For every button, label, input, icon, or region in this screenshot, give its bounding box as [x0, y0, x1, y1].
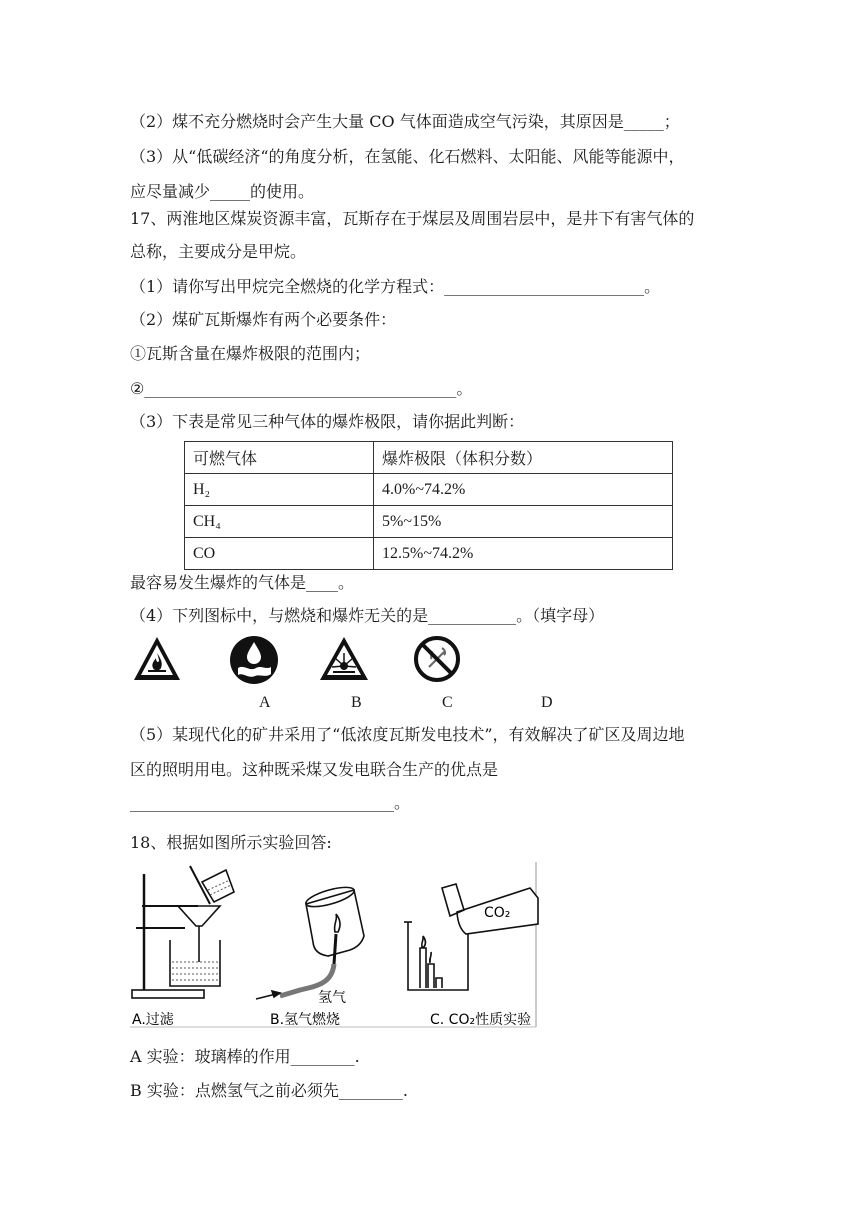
table-cell: 12.5%~74.2%: [374, 538, 673, 570]
table-cell: H₂: [185, 474, 374, 506]
table-row: [185, 506, 673, 538]
no-smoking-icon: [412, 634, 462, 684]
flammable-warning-icon: [132, 634, 182, 684]
co2-experiment-apparatus: [404, 884, 538, 990]
icon-letter: B: [351, 694, 362, 711]
experiment-figure: [130, 862, 540, 1030]
explosion-limit-table: [184, 441, 673, 570]
q17-part2-cond1: ①瓦斯含量在爆炸极限的范围内；: [130, 344, 371, 363]
q17-part1: （1）请你写出甲烷完全燃烧的化学方程式：_________________________。: [130, 277, 661, 296]
q17-part5-line2: 区的照明用电。这种既采煤又发电联合生产的优点是: [130, 760, 499, 779]
table-row: [185, 474, 673, 506]
q17-intro-line2: 总称，主要成分是甲烷。: [130, 242, 307, 261]
q17-part4: （4）下列图标中，与燃烧和爆炸无关的是___________。（填字母）: [130, 606, 605, 625]
caption-co2-experiment: C. CO₂性质实验: [430, 1012, 532, 1028]
table-header-cell: 可燃气体: [185, 442, 374, 474]
q16-part3-line1: （3）从“低碳经济“的角度分析，在氢能、化石燃料、太阳能、风能等能源中，: [130, 147, 685, 166]
hydrogen-burning-apparatus: [256, 883, 364, 999]
q16-part2: （2）煤不充分燃烧时会产生大量 CO 气体面造成空气污染，其原因是_____；: [130, 112, 680, 131]
table-row: [185, 538, 673, 570]
q17-intro-line1: 17、两淮地区煤炭资源丰富，瓦斯存在于煤层及周围岩层中，是井下有害气体的: [130, 209, 695, 228]
table-cell: CO: [185, 538, 374, 570]
table-cell: 4.0%~74.2%: [374, 474, 673, 506]
caption-filtration: A.过滤: [132, 1012, 174, 1028]
q17-part2-cond2: ②_______________________________________。: [130, 379, 473, 398]
icon-letter: C: [442, 694, 453, 711]
q17-part3-answer: 最容易发生爆炸的气体是____。: [130, 573, 355, 592]
table-header-cell: 爆炸极限（体积分数）: [374, 442, 673, 474]
safety-icons: [130, 634, 570, 690]
hydrogen-label: 氢气: [318, 990, 346, 1006]
table-cell: CH₄: [185, 506, 374, 538]
q18-intro: 18、根据如图所示实验回答:: [130, 833, 332, 852]
water-reactive-icon: [228, 634, 280, 686]
caption-hydrogen-burning: B.氢气燃烧: [270, 1012, 341, 1028]
q16-part3-line2: 应尽量减少_____的使用。: [130, 182, 315, 201]
co2-bottle-label: CO₂: [484, 905, 511, 921]
icon-letter: D: [541, 694, 553, 711]
q18-a-answer: A 实验：玻璃棒的作用________.: [130, 1047, 360, 1066]
q17-part3: （3）下表是常见三种气体的爆炸极限，请你据此判断：: [130, 412, 525, 431]
table-cell: 5%~15%: [374, 506, 673, 538]
q17-part2: （2）煤矿瓦斯爆炸有两个必要条件：: [130, 310, 397, 329]
filtration-apparatus: [132, 866, 234, 998]
icon-letter: A: [259, 694, 271, 711]
explosive-warning-icon: [318, 634, 370, 684]
table-header-row: [185, 442, 673, 474]
q18-b-answer: B 实验：点燃氢气之前必须先________.: [130, 1081, 408, 1100]
q17-part5-line3: _________________________________。: [130, 793, 411, 812]
q17-part5-line1: （5）某现代化的矿井采用了“低浓度瓦斯发电技术”，有效解决了矿区及周边地: [130, 725, 685, 744]
